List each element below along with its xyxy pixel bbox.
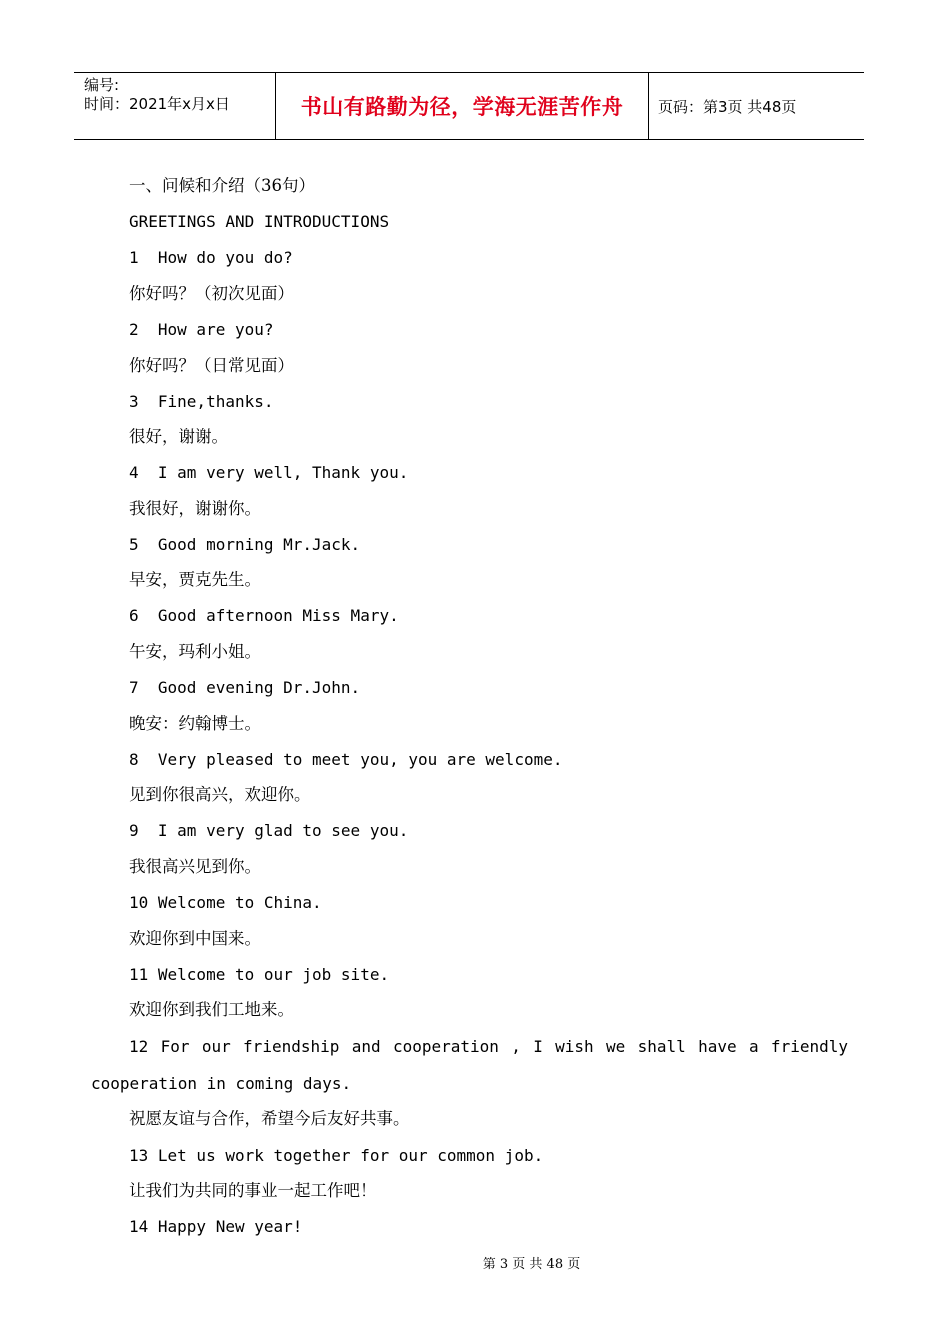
phrase-zh: 你好吗？（初次见面） — [129, 284, 294, 303]
phrase-en: 8 Very pleased to meet you, you are welcome. — [129, 750, 563, 769]
phrase-en: 2 How are you? — [129, 320, 274, 339]
section-title: 一、问候和介绍（36句） — [129, 176, 315, 195]
phrase-zh: 我很高兴见到你。 — [129, 857, 261, 876]
phrase-zh: 让我们为共同的事业一起工作吧！ — [129, 1181, 377, 1200]
phrase-zh: 欢迎你到我们工地来。 — [129, 1000, 294, 1019]
phrase-zh: 晚安：约翰博士。 — [129, 714, 261, 733]
header-page-label: 页码：第3页 共48页 — [658, 97, 797, 116]
phrase-en: 5 Good morning Mr.Jack. — [129, 535, 361, 554]
number-label: 编号: — [84, 76, 120, 94]
header-motto: 书山有路勤为径，学海无涯苦作舟 — [276, 73, 649, 139]
phrase-en: 14 Happy New year! — [129, 1217, 303, 1236]
phrase-zh: 很好，谢谢。 — [129, 427, 228, 446]
page-header — [74, 72, 864, 140]
phrase-zh: 祝愿友谊与合作，希望今后友好共事。 — [129, 1109, 410, 1128]
phrase-en: 1 How do you do? — [129, 248, 293, 267]
phrase-en: 4 I am very well, Thank you. — [129, 463, 409, 482]
page-footer: 第 3 页 共 48 页 — [482, 1257, 581, 1272]
phrase-en: 7 Good evening Dr.John. — [129, 678, 361, 697]
phrase-en: 11 Welcome to our job site. — [129, 965, 390, 984]
phrase-zh: 见到你很高兴，欢迎你。 — [129, 785, 311, 804]
time-label: 时间：2021年x月x日 — [84, 95, 230, 113]
phrase-zh: 早安，贾克先生。 — [129, 570, 261, 589]
header-meta — [74, 73, 276, 139]
phrase-en: 9 I am very glad to see you. — [129, 821, 409, 840]
phrase-zh: 欢迎你到中国来。 — [129, 929, 261, 948]
phrase-en: 3 Fine,thanks. — [129, 392, 274, 411]
phrase-en: 10 Welcome to China. — [129, 893, 322, 912]
phrase-zh: 你好吗？（日常见面） — [129, 356, 294, 375]
section-title-en: GREETINGS AND INTRODUCTIONS — [129, 212, 390, 231]
phrase-en: 12 For our friendship and cooperation , I wish we shall have a friendly — [129, 1037, 848, 1056]
phrase-zh: 我很好，谢谢你。 — [129, 499, 261, 518]
phrase-zh: 午安，玛利小姐。 — [129, 642, 261, 661]
phrase-en-continued: cooperation in coming days. — [91, 1074, 352, 1093]
phrase-en: 6 Good afternoon Miss Mary. — [129, 606, 399, 625]
phrase-en: 13 Let us work together for our common job. — [129, 1146, 544, 1165]
